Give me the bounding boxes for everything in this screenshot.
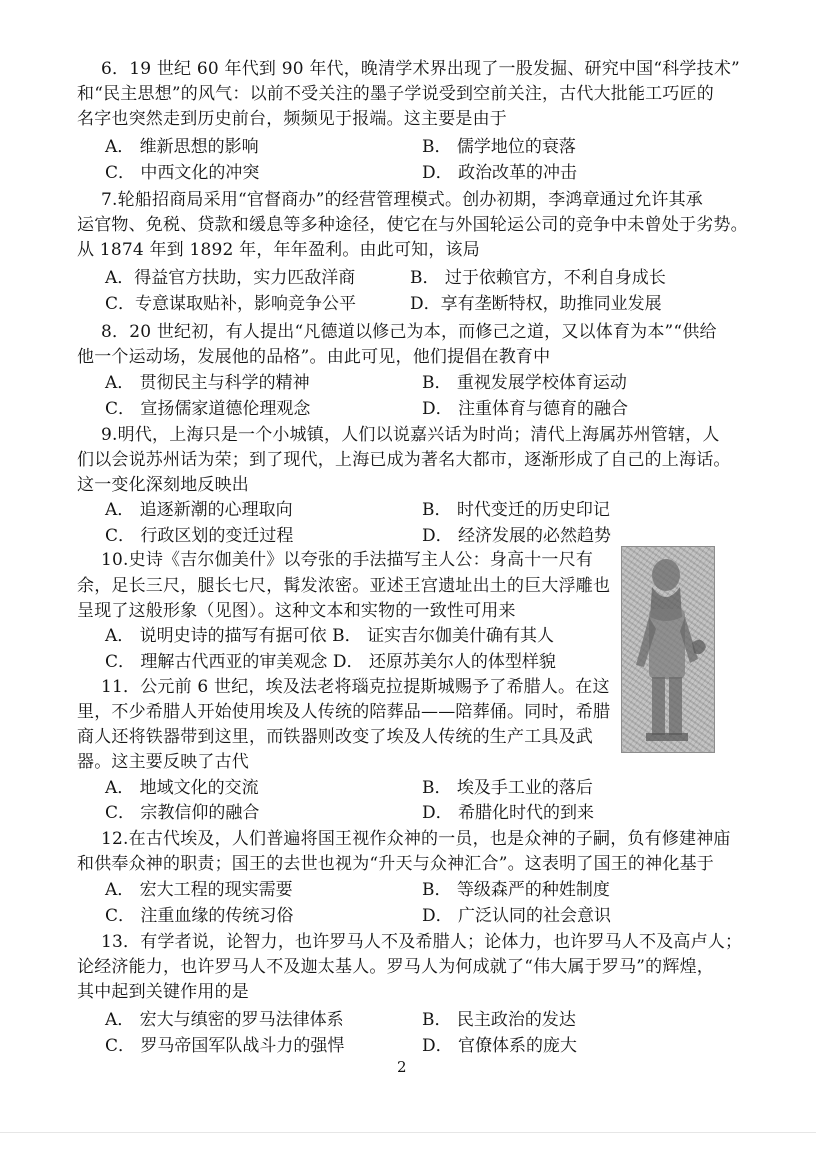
q9-stem-line-1: 9.明代，上海只是一个小城镇，人们以说嘉兴话为时尚；清代上海属苏州管辖，人 <box>101 425 720 445</box>
q6-option-a: A． 维新思想的影响 <box>105 137 259 157</box>
q9-stem-line-2: 们以会说苏州话为荣；到了现代，上海已成为著名大都市，逐渐形成了自己的上海话。 <box>77 450 731 470</box>
q12-option-b: B． 等级森严的种姓制度 <box>422 880 610 900</box>
q11-stem-line-3: 商人还将铁器带到这里，而铁器则改变了埃及人传统的生产工具及武 <box>77 727 593 747</box>
q11-option-d: D． 希腊化时代的到来 <box>422 803 595 823</box>
q7-stem-line-3: 从 1874 年到 1892 年，年年盈利。由此可知，该局 <box>77 240 480 260</box>
q11-option-a: A． 地域文化的交流 <box>105 778 259 798</box>
q12-option-c: C． 注重血缘的传统习俗 <box>105 906 294 926</box>
q6-stem-line-1: 6．19 世纪 60 年代到 90 年代，晚清学术界出现了一股发掘、研究中国“科学技术” <box>101 59 740 79</box>
q11-option-c: C． 宗教信仰的融合 <box>105 803 260 823</box>
q6-option-b: B． 儒学地位的衰落 <box>422 137 576 157</box>
page-bottom-rule <box>0 1132 816 1133</box>
q8-stem-line-2: 他一个运动场，发展他的品格”。由此可见，他们提倡在教育中 <box>77 347 551 367</box>
q8-stem-line-1: 8．20 世纪初，有人提出“凡德道以修己为本，而修己之道，又以体育为本”“供给 <box>101 322 717 342</box>
q13-stem-line-1: 13．有学者说，论智力，也许罗马人不及希腊人；论体力，也许罗马人不及高卢人； <box>101 932 743 952</box>
q11-stem-line-2: 里，不少希腊人开始使用埃及人传统的陪葬品——陪葬俑。同时，希腊 <box>77 702 611 722</box>
q13-stem-line-2: 论经济能力，也许罗马人不及迦太基人。罗马人为何成就了“伟大属于罗马”的辉煌， <box>77 957 714 977</box>
q7-option-b: B． 过于依赖官方，不利自身成长 <box>410 268 666 288</box>
q13-stem-line-3: 其中起到关键作用的是 <box>77 982 249 1002</box>
q12-option-d: D． 广泛认同的社会意识 <box>422 906 612 926</box>
q7-stem-line-1: 7.轮船招商局采用“官督商办”的经营管理模式。创办初期，李鸿章通过允许其承 <box>101 190 703 210</box>
q10-options-ab: A． 说明史诗的描写有据可依 B． 证实吉尔伽美什确有其人 <box>105 626 554 646</box>
q12-stem-line-1: 12.在古代埃及，人们普遍将国王视作众神的一员，也是众神的子嗣，负有修建神庙 <box>101 829 731 849</box>
q8-option-b: B． 重视发展学校体育运动 <box>422 373 627 393</box>
q12-option-a: A． 宏大工程的现实需要 <box>105 880 293 900</box>
q8-option-c: C． 宣扬儒家道德伦理观念 <box>105 399 311 419</box>
q11-option-b: B． 埃及手工业的落后 <box>422 778 593 798</box>
q11-stem-line-4: 器。这主要反映了古代 <box>77 752 249 772</box>
q8-option-a: A． 贯彻民主与科学的精神 <box>105 373 310 393</box>
q7-option-a: A．得益官方扶助，实力匹敌洋商 <box>105 268 356 288</box>
q13-option-c: C． 罗马帝国军队战斗力的强悍 <box>105 1036 345 1056</box>
q13-option-d: D． 官僚体系的庞大 <box>422 1036 578 1056</box>
q6-stem-line-3: 名字也突然走到历史前台，频频见于报端。这主要是由于 <box>77 109 507 129</box>
q10-options-cd: C． 理解古代西亚的审美观念 D． 还原苏美尔人的体型样貌 <box>105 652 556 672</box>
q10-stem-line-2: 余，足长三尺，腿长七尺，髯发浓密。亚述王宫遗址出土的巨大浮雕也 <box>77 576 611 596</box>
q9-option-b: B． 时代变迁的历史印记 <box>422 500 610 520</box>
q9-stem-line-3: 这一变化深刻地反映出 <box>77 475 249 495</box>
q9-option-d: D． 经济发展的必然趋势 <box>422 526 612 546</box>
q11-stem-line-1: 11．公元前 6 世纪，埃及法老将瑙克拉提斯城赐予了希腊人。在这 <box>101 677 610 697</box>
q12-stem-line-2: 和供奉众神的职责；国王的去世也视为“升天与众神汇合”。这表明了国王的神化基于 <box>77 854 714 874</box>
q6-stem-line-2: 和“民主思想”的风气：以前不受关注的墨子学说受到空前关注，古代大批能工巧匠的 <box>77 84 714 104</box>
assyrian-relief-figure <box>621 546 715 753</box>
q13-option-a: A． 宏大与缜密的罗马法律体系 <box>105 1010 344 1030</box>
q7-option-c: C．专意谋取贴补，影响竞争公平 <box>105 294 357 314</box>
q6-option-d: D． 政治改革的冲击 <box>422 163 578 183</box>
relief-figure-icon <box>622 547 714 752</box>
q10-stem-line-3: 呈现了这般形象（见图）。这种文本和实物的一致性可用来 <box>77 601 516 621</box>
q9-option-c: C． 行政区划的变迁过程 <box>105 526 294 546</box>
page-number: 2 <box>397 1058 407 1076</box>
q13-option-b: B． 民主政治的发达 <box>422 1010 576 1030</box>
q10-stem-line-1: 10.史诗《吉尔伽美什》以夸张的手法描写主人公：身高十一尺有 <box>101 550 594 570</box>
q6-option-c: C． 中西文化的冲突 <box>105 163 260 183</box>
q7-stem-line-2: 运官物、免税、贷款和缓息等多种途径，使它在与外国轮运公司的竞争中未曾处于劣势。 <box>77 215 748 235</box>
q9-option-a: A． 追逐新潮的心理取向 <box>105 500 293 520</box>
q8-option-d: D． 注重体育与德育的融合 <box>422 399 629 419</box>
q7-option-d: D．享有垄断特权，助推同业发展 <box>410 294 662 314</box>
